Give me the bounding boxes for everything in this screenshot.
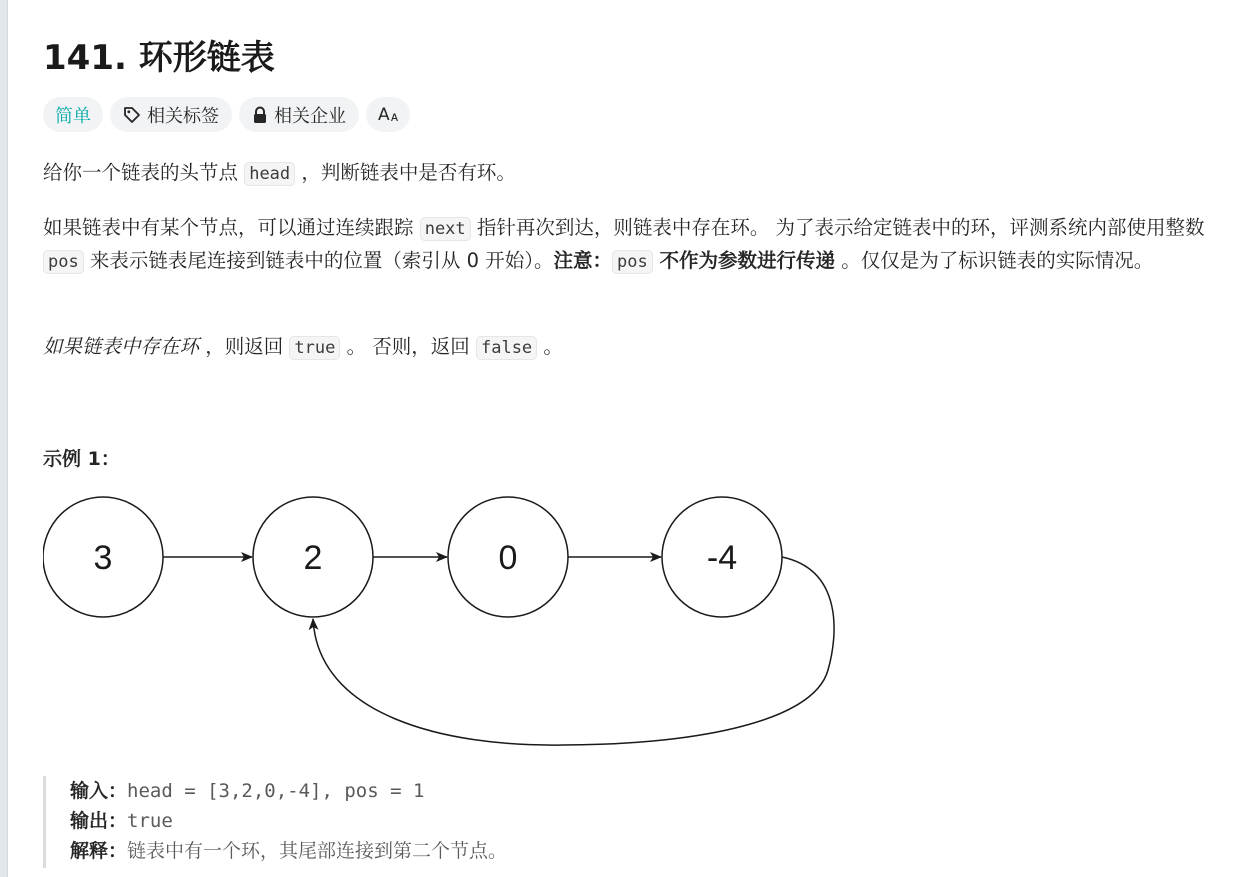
inline-code-false: false [476, 336, 537, 360]
explain-value: 链表中有一个环，其尾部连接到第二个节点。 [127, 840, 508, 862]
inline-code-next: next [420, 217, 471, 241]
example-output-line [70, 806, 943, 836]
description-paragraph-3: 如果链表中存在环 ，则返回 true 。 否则，返回 false 。 [43, 335, 563, 358]
inline-code-pos: pos [43, 250, 84, 274]
node-0 [43, 497, 163, 617]
output-value: true [127, 810, 173, 832]
lock-icon [252, 106, 268, 124]
note-label: 注意： [553, 249, 612, 272]
related-tags-label: 相关标签 [147, 105, 219, 127]
output-label: 输出： [70, 810, 128, 832]
inline-code-head: head [244, 162, 295, 186]
node-2-label: 0 [498, 539, 518, 577]
example-input-line [70, 776, 943, 806]
tag-row [43, 97, 410, 132]
difficulty-badge[interactable] [43, 97, 103, 132]
explain-label: 解释： [70, 840, 128, 862]
example-explain-line [70, 836, 943, 866]
example-title: 示例 1： [43, 448, 120, 470]
input-value: head = [3,2,0,-4], pos = 1 [127, 780, 425, 802]
node-3 [662, 497, 782, 617]
node-3-label: -4 [706, 539, 738, 577]
difficulty-label: 简单 [55, 105, 91, 127]
description-paragraph-1: 给你一个链表的头节点 head ，判断链表中是否有环。 [43, 161, 516, 184]
tag-icon [123, 106, 141, 124]
description-paragraph-2: 如果链表中有某个节点，可以通过连续跟踪 next 指针再次到达，则链表中存在环。 为了表示给定链表中的环，评测系统内部使用整数 pos 来表示链表尾连接到链表中的位置（索引从 0 开始）。注意： pos 不作为参数进行传递 。仅仅是为了标识链表的实际情况。 [43, 216, 1205, 272]
node-0-label: 3 [93, 539, 113, 577]
inline-code-true: true [289, 336, 340, 360]
node-1 [253, 497, 373, 617]
translate-icon: A ᴀ [378, 104, 399, 125]
linked-list-diagram [43, 485, 863, 755]
left-scroll-rail [0, 0, 8, 877]
node-2 [448, 497, 568, 617]
translate-button[interactable] [366, 97, 410, 132]
italic-condition: 如果链表中存在环 [43, 335, 200, 358]
problem-title: 141. 环形链表 [43, 38, 275, 78]
inline-code-pos-note: pos [612, 250, 653, 274]
related-companies-label: 相关企业 [274, 105, 346, 127]
note-bold-text: 不作为参数进行传递 [652, 249, 836, 272]
related-tags-button[interactable] [110, 97, 232, 132]
example-io-block [43, 776, 943, 868]
node-1-label: 2 [303, 539, 323, 577]
input-label: 输入： [70, 780, 128, 802]
related-companies-button[interactable] [239, 97, 359, 132]
